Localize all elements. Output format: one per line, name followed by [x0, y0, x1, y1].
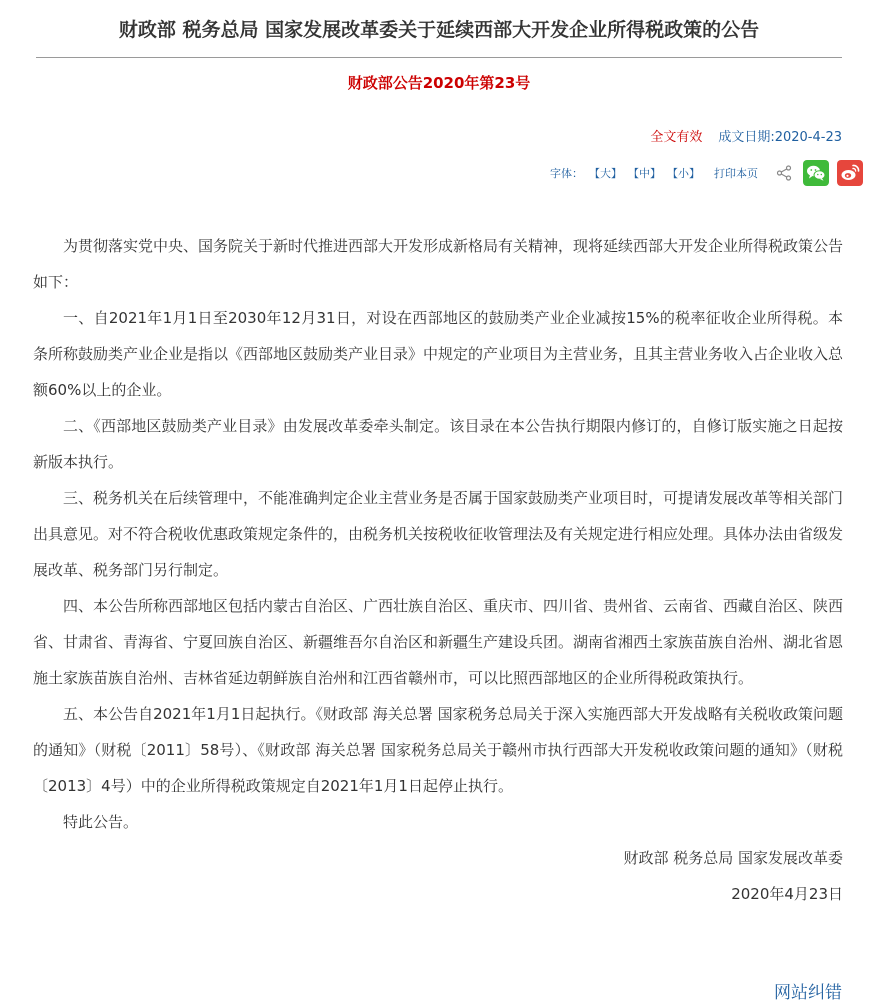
article-body — [33, 228, 843, 912]
font-size-medium-button[interactable]: 【中】 — [628, 167, 661, 180]
date-value: 2020-4-23 — [774, 130, 842, 145]
article-paragraph: 五、本公告自2021年1月1日起执行。《财政部 海关总署 国家税务总局关于深入实施西部大开发战略有关税收政策问题的通知》（财税〔2011〕58号）、《财政部 海关总署 国家税务总局关于赣州市执行西部大开发税收政策问题的通知》（财税〔2013〕4号）中的企业所得税政策规定自2021年1月1日起停止执行。 — [33, 705, 843, 795]
sign-date: 2020年4月23日 — [731, 885, 843, 903]
article-paragraph: 二、《西部地区鼓励类产业目录》由发展改革委牵头制定。该目录在本公告执行期限内修订的，自修订版实施之日起按新版本执行。 — [33, 417, 843, 471]
article-paragraph: 三、税务机关在后续管理中，不能准确判定企业主营业务是否属于国家鼓励类产业项目时，可提请发展改革等相关部门出具意见。对不符合税收优惠政策规定条件的，由税务机关按税收征收管理法及有关规定进行相应处理。具体办法由省级发展改革、税务部门另行制定。 — [33, 489, 844, 579]
page-title: 财政部 税务总局 国家发展改革委关于延续西部大开发企业所得税政策的公告 — [118, 19, 760, 41]
share-icon[interactable] — [776, 165, 792, 181]
doc-number: 财政部公告2020年第23号 — [347, 74, 531, 92]
print-button[interactable]: 打印本页 — [714, 167, 758, 180]
font-size-small-button[interactable]: 【小】 — [667, 167, 700, 180]
date-label: 成文日期: — [718, 130, 775, 145]
signatory: 财政部 税务总局 国家发展改革委 — [623, 849, 843, 867]
title-divider — [36, 57, 842, 58]
font-size-label: 字体： — [550, 167, 583, 180]
article-paragraph: 一、自2021年1月1日至2030年12月31日，对设在西部地区的鼓励类产业企业减按15%的税率征收企业所得税。本条所称鼓励类产业企业是指以《西部地区鼓励类产业目录》中规定的产业项目为主营业务，且其主营业务收入占企业收入总额60%以上的企业。 — [33, 309, 844, 399]
font-size-large-button[interactable]: 【大】 — [589, 167, 622, 180]
closing-line: 特此公告。 — [63, 813, 139, 831]
weibo-icon[interactable] — [837, 160, 863, 186]
report-error-link[interactable]: 网站纠错 — [774, 983, 842, 1003]
article-paragraph: 四、本公告所称西部地区包括内蒙古自治区、广西壮族自治区、重庆市、四川省、贵州省、云南省、西藏自治区、陕西省、甘肃省、青海省、宁夏回族自治区、新疆维吾尔自治区和新疆生产建设兵团。湖南省湘西土家族苗族自治州、湖北省恩施土家族苗族自治州、吉林省延边朝鲜族自治州和江西省赣州市，可以比照西部地区的企业所得税政策执行。 — [33, 597, 844, 687]
toolbar — [550, 158, 863, 188]
wechat-icon[interactable] — [803, 160, 829, 186]
validity-status: 全文有效 — [650, 130, 703, 145]
doc-status — [650, 129, 842, 147]
article-paragraph: 为贯彻落实党中央、国务院关于新时代推进西部大开发形成新格局有关精神，现将延续西部大开发企业所得税政策公告如下： — [33, 237, 844, 291]
